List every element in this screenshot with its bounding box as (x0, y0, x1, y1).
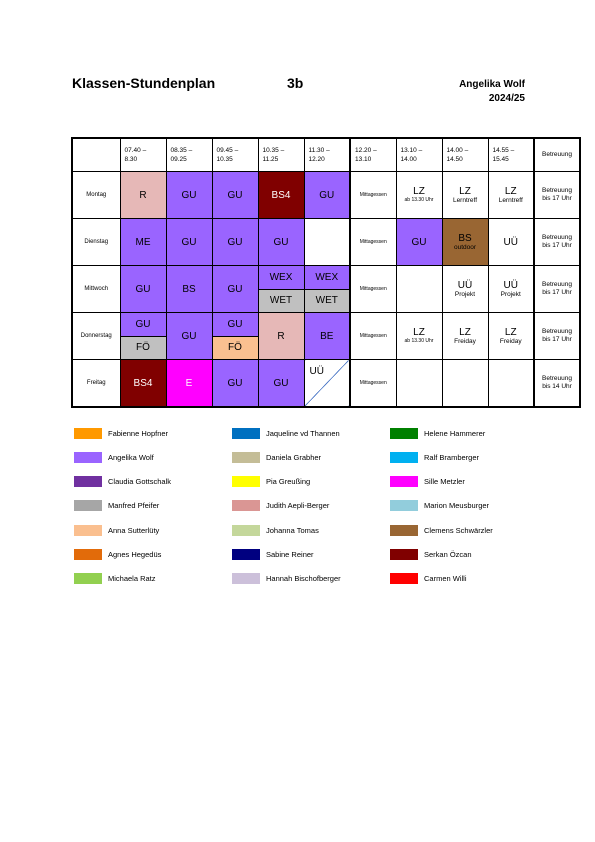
lesson-cell: E (166, 360, 212, 408)
legend-item (390, 500, 489, 512)
split-lesson-cell (212, 313, 258, 360)
legend-label: Johanna Tomas (266, 525, 319, 535)
legend-swatch (232, 452, 260, 463)
teacher-block (420, 78, 525, 106)
legend-swatch (390, 573, 418, 584)
legend-swatch (74, 476, 102, 487)
lesson-cell: ME (120, 219, 166, 266)
split-lesson-cell (120, 313, 166, 360)
legend-swatch (390, 476, 418, 487)
lesson-cell: GU (396, 219, 442, 266)
lesson-cell (396, 266, 442, 313)
legend-label: Sabine Reiner (266, 550, 314, 559)
legend-label: Anna Sutterlüty (108, 525, 160, 535)
lesson-cell: UÜ Projekt (442, 266, 488, 313)
lesson-cell: GU (304, 172, 350, 219)
day-label: Freitag (72, 360, 120, 408)
betreuung-cell: Betreuung bis 17 Uhr (534, 313, 580, 360)
teacher-name: Angelika Wolf (459, 79, 525, 90)
day-label: Dienstag (72, 219, 120, 266)
legend-swatch (74, 428, 102, 439)
day-row-thursday (72, 313, 580, 360)
lunch-cell: Mittagessen (350, 313, 396, 360)
legend-label: Fabienne Hopfner (108, 428, 169, 438)
day-row-monday (72, 172, 580, 219)
legend-item (390, 549, 472, 561)
legend-label: Hannah Bischofberger (266, 574, 341, 584)
lunch-cell: Mittagessen (350, 219, 396, 266)
legend-swatch (232, 525, 260, 536)
lesson-cell: GU (258, 360, 304, 408)
lesson-top: GU (213, 313, 258, 336)
legend-item (74, 451, 154, 463)
legend-item (232, 427, 340, 439)
legend-item (232, 476, 310, 488)
legend-swatch (390, 549, 418, 560)
legend-swatch (390, 428, 418, 439)
legend-swatch (74, 452, 102, 463)
day-label: Montag (72, 172, 120, 219)
legend-swatch (232, 428, 260, 439)
lesson-top: WEX (259, 266, 304, 289)
lesson-cell: LZ Lerntreff (488, 172, 534, 219)
lesson-top: GU (121, 313, 166, 336)
time-slot-3: 09.45 – 10.35 (212, 138, 258, 172)
split-lesson-cell (258, 266, 304, 313)
lesson-cell: LZ Freiday (442, 313, 488, 360)
lesson-cell (304, 219, 350, 266)
lesson-cell: LZ Lerntreff (442, 172, 488, 219)
legend-item (74, 476, 171, 488)
legend-item (74, 549, 161, 561)
betreuung-cell: Betreuung bis 17 Uhr (534, 266, 580, 313)
legend-label: Pia Greußing (266, 477, 311, 487)
legend-item (390, 476, 465, 488)
legend-swatch (232, 500, 260, 511)
lunch-cell: Mittagessen (350, 360, 396, 408)
betreuung-cell: Betreuung bis 17 Uhr (534, 219, 580, 266)
legend-item (232, 573, 341, 585)
lesson-cell: GU (212, 360, 258, 408)
lesson-cell: BS (166, 266, 212, 313)
legend-item (232, 451, 321, 463)
corner-cell (72, 138, 120, 172)
lesson-cell: GU (212, 172, 258, 219)
lunch-cell: Mittagessen (350, 266, 396, 313)
legend-label: Daniela Grabher (266, 452, 322, 462)
legend-swatch (74, 525, 102, 536)
lesson-cell (442, 360, 488, 408)
lesson-cell: GU (120, 266, 166, 313)
lunch-cell: Mittagessen (350, 172, 396, 219)
lesson-cell: GU (212, 219, 258, 266)
lesson-cell: LZ ab 13.30 Uhr (396, 313, 442, 360)
lesson-cell: BS4 (120, 360, 166, 408)
legend-swatch (232, 476, 260, 487)
time-slot-5: 11.30 – 12.20 (304, 138, 350, 172)
day-row-tuesday (72, 219, 580, 266)
lesson-cell: R (258, 313, 304, 360)
legend-label: Marion Meusburger (424, 501, 490, 511)
lesson-cell (396, 360, 442, 408)
legend-item (74, 524, 159, 536)
lesson-cell: GU (166, 313, 212, 360)
legend-label: Agnes Hegedüs (108, 550, 162, 559)
legend-label: Michaela Ratz (108, 574, 156, 584)
legend-item (390, 427, 485, 439)
legend-label: Jaqueline vd Thannen (266, 428, 340, 438)
legend-label: Judith Aepli-Berger (266, 501, 330, 511)
legend-item (232, 524, 319, 536)
legend-item (390, 451, 479, 463)
time-slot-7: 13.10 – 14.00 (396, 138, 442, 172)
legend-label: Carmen Willi (424, 574, 467, 584)
legend-swatch (390, 525, 418, 536)
lesson-cell: BS outdoor (442, 219, 488, 266)
lesson-cell: GU (166, 172, 212, 219)
time-slot-4: 10.35 – 11.25 (258, 138, 304, 172)
legend-swatch (74, 549, 102, 560)
legend-swatch (232, 549, 260, 560)
legend-item (74, 427, 168, 439)
legend-item (390, 524, 493, 536)
legend-item (74, 573, 156, 585)
lesson-cell: UÜ (488, 219, 534, 266)
page-title: Klassen-Stundenplan (72, 75, 216, 91)
time-slot-2: 08.35 – 09.25 (166, 138, 212, 172)
lesson-cell: GU (258, 219, 304, 266)
legend-item (390, 573, 467, 585)
lesson-cell (488, 360, 534, 408)
lesson-cell: BE (304, 313, 350, 360)
legend-item (232, 549, 314, 561)
lesson-cell: LZ ab 13.30 Uhr (396, 172, 442, 219)
legend-swatch (74, 573, 102, 584)
legend-label: Angelika Wolf (108, 452, 154, 462)
day-label: Mittwoch (72, 266, 120, 313)
legend-swatch (390, 452, 418, 463)
lesson-cell: LZ Freiday (488, 313, 534, 360)
lesson-bottom: WET (259, 289, 304, 313)
legend-swatch (232, 573, 260, 584)
class-label: 3b (287, 75, 304, 91)
lesson-bottom: FÖ (121, 336, 166, 360)
lesson-bottom: WET (305, 289, 350, 313)
lesson-cell: BS4 (258, 172, 304, 219)
betreuung-header: Betreuung (534, 138, 580, 172)
lesson-cell: GU (166, 219, 212, 266)
day-row-friday (72, 360, 580, 408)
lesson-cell: UÜ Projekt (488, 266, 534, 313)
time-header-row (72, 138, 580, 172)
time-slot-1: 07.40 – 8.30 (120, 138, 166, 172)
legend-label: Clemens Schwärzler (424, 525, 493, 535)
time-slot-9: 14.55 – 15.45 (488, 138, 534, 172)
lesson-bottom: FÖ (213, 336, 258, 360)
timetable (71, 137, 581, 408)
legend-label: Serkan Özcan (424, 550, 472, 559)
day-row-wednesday (72, 266, 580, 313)
legend-label: Claudia Gottschalk (108, 477, 171, 487)
school-year: 2024/25 (488, 93, 525, 104)
legend-label: Manfred Pfeifer (108, 501, 160, 511)
legend-swatch (74, 500, 102, 511)
legend-label: Ralf Bramberger (424, 452, 480, 462)
diagonal-lesson-cell (304, 360, 350, 408)
betreuung-cell: Betreuung bis 14 Uhr (534, 360, 580, 408)
legend-label: Helene Hammerer (424, 428, 486, 438)
split-lesson-cell (304, 266, 350, 313)
day-label: Donnerstag (72, 313, 120, 360)
time-slot-6: 12.20 – 13.10 (350, 138, 396, 172)
legend-item (232, 500, 329, 512)
lesson-top: WEX (305, 266, 350, 289)
legend-label: Sille Metzler (424, 477, 465, 487)
lesson-label: UÜ (309, 366, 324, 377)
legend-swatch (390, 500, 418, 511)
lesson-cell: GU (212, 266, 258, 313)
legend-item (74, 500, 159, 512)
time-slot-8: 14.00 – 14.50 (442, 138, 488, 172)
betreuung-cell: Betreuung bis 17 Uhr (534, 172, 580, 219)
lesson-cell: R (120, 172, 166, 219)
